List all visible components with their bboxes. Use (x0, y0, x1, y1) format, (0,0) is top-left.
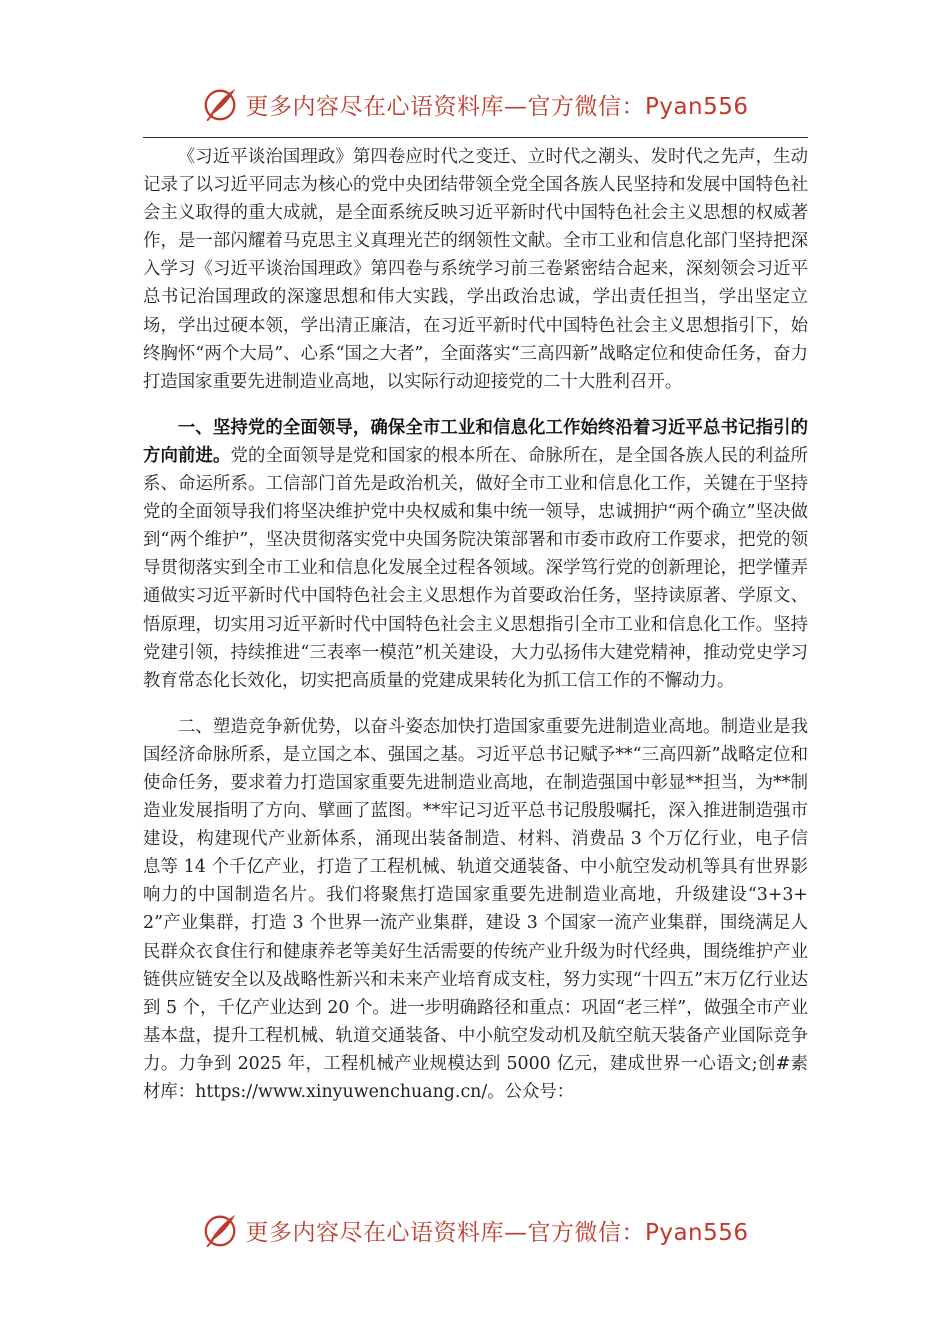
section-2-paragraph: 二、塑造竞争新优势，以奋斗姿态加快打造国家重要先进制造业高地。制造业是我国经济命脉所系，是立国之本、强国之基。习近平总书记赋予**“三高四新”战略定位和使命任务，要求着力打造国家重要先进制造业高地，在制造强国中彰显**担当，为**制造业发展指明了方向、擘画了蓝图。**牢记习近平总书记殷殷嘱托，深入推进制造强市建设，构建现代产业新体系，涌现出装备制造、材料、消费品 3 个万亿行业，电子信息等 14 个千亿产业，打造了工程机械、轨道交通装备、中小航空发动机等具有世界影响力的中国制造名片。我们将聚焦打造国家重要先进制造业高地，升级建设“3+3+2”产业集群，打造 3 个世界一流产业集群，建设 3 个国家一流产业集群，围绕满足人民群众衣食住行和健康养老等美好生活需要的传统产业升级为时代经典，围绕维护产业链供应链安全以及战略性新兴和未来产业培育成支柱，努力实现“十四五”末万亿行业达到 5 个，千亿产业达到 20 个。进一步明确路径和重点：巩固“老三样”，做强全市产业基本盘，提升工程机械、轨道交通装备、中小航空发动机及航空航天装备产业国际竞争力。力争到 2025 年，工程机械产业规模达到 5000 亿元，建成世界一心语文;创#素材库：https://www.xinyuwenchuang.cn/。公众号： (143, 716, 808, 1102)
section-1-heading: 一、坚持党的全面领导，确保全市工业和信息化工作始终沿着习近平总书记指引的方向前进。 (143, 417, 808, 466)
section-1-text: 党的全面领导是党和国家的根本所在、命脉所在，是全国各族人民的利益所系、命运所系。工信部门首先是政治机关，做好全市工业和信息化工作，关键在于坚持党的全面领导我们将坚决维护党中央权威和集中统一领导，忠诚拥护“两个确立”坚决做到“两个维护”，坚决贯彻落实党中央国务院决策部署和市委市政府工作要求，把党的领导贯彻落实到全市工业和信息化发展全过程各领域。深学笃行党的创新理论，把学懂弄通做实习近平新时代中国特色社会主义思想作为首要政治任务，坚持读原著、学原文、悟原理，切实用习近平新时代中国特色社会主义思想指引全市工业和信息化工作。坚持党建引领，持续推进“三表率一模范”机关建设，大力弘扬伟大建党精神，推动党史学习教育常态化长效化，切实把高质量的党建成果转化为抓工信工作的不懈动力。 (143, 445, 808, 691)
header-banner (0, 84, 950, 124)
footer-banner-text: 更多内容尽在心语资料库—官方微信：Pyan556 (245, 1219, 749, 1246)
intro-paragraph: 《习近平谈治国理政》第四卷应时代之变迁、立时代之潮头、发时代之先声，生动记录了以习近平同志为核心的党中央团结带领全党全国各族人民坚持和发展中国特色社会主义取得的重大成就，是全面系统反映习近平新时代中国特色社会主义思想的权威著作，是一部闪耀着马克思主义真理光芒的纲领性文献。全市工业和信息化部门坚持把深入学习《习近平谈治国理政》第四卷与系统学习前三卷紧密结合起来，深刻领会习近平总书记治国理政的深邃思想和伟大实践，学出政治忠诚，学出责任担当，学出坚定立场，学出过硬本领，学出清正廉洁，在习近平新时代中国特色社会主义思想指引下，始终胸怀“两个大局”、心系“国之大者”，全面落实“三高四新”战略定位和使命任务，奋力打造国家重要先进制造业高地，以实际行动迎接党的二十大胜利召开。 (143, 147, 808, 392)
header-rule (143, 137, 808, 138)
quill-seal-icon (201, 85, 239, 123)
document-body (143, 143, 808, 1183)
quill-seal-icon (201, 1211, 239, 1249)
header-banner-text: 更多内容尽在心语资料库—官方微信：Pyan556 (245, 93, 749, 120)
footer-banner (0, 1210, 950, 1250)
section-1-paragraph (143, 414, 808, 695)
